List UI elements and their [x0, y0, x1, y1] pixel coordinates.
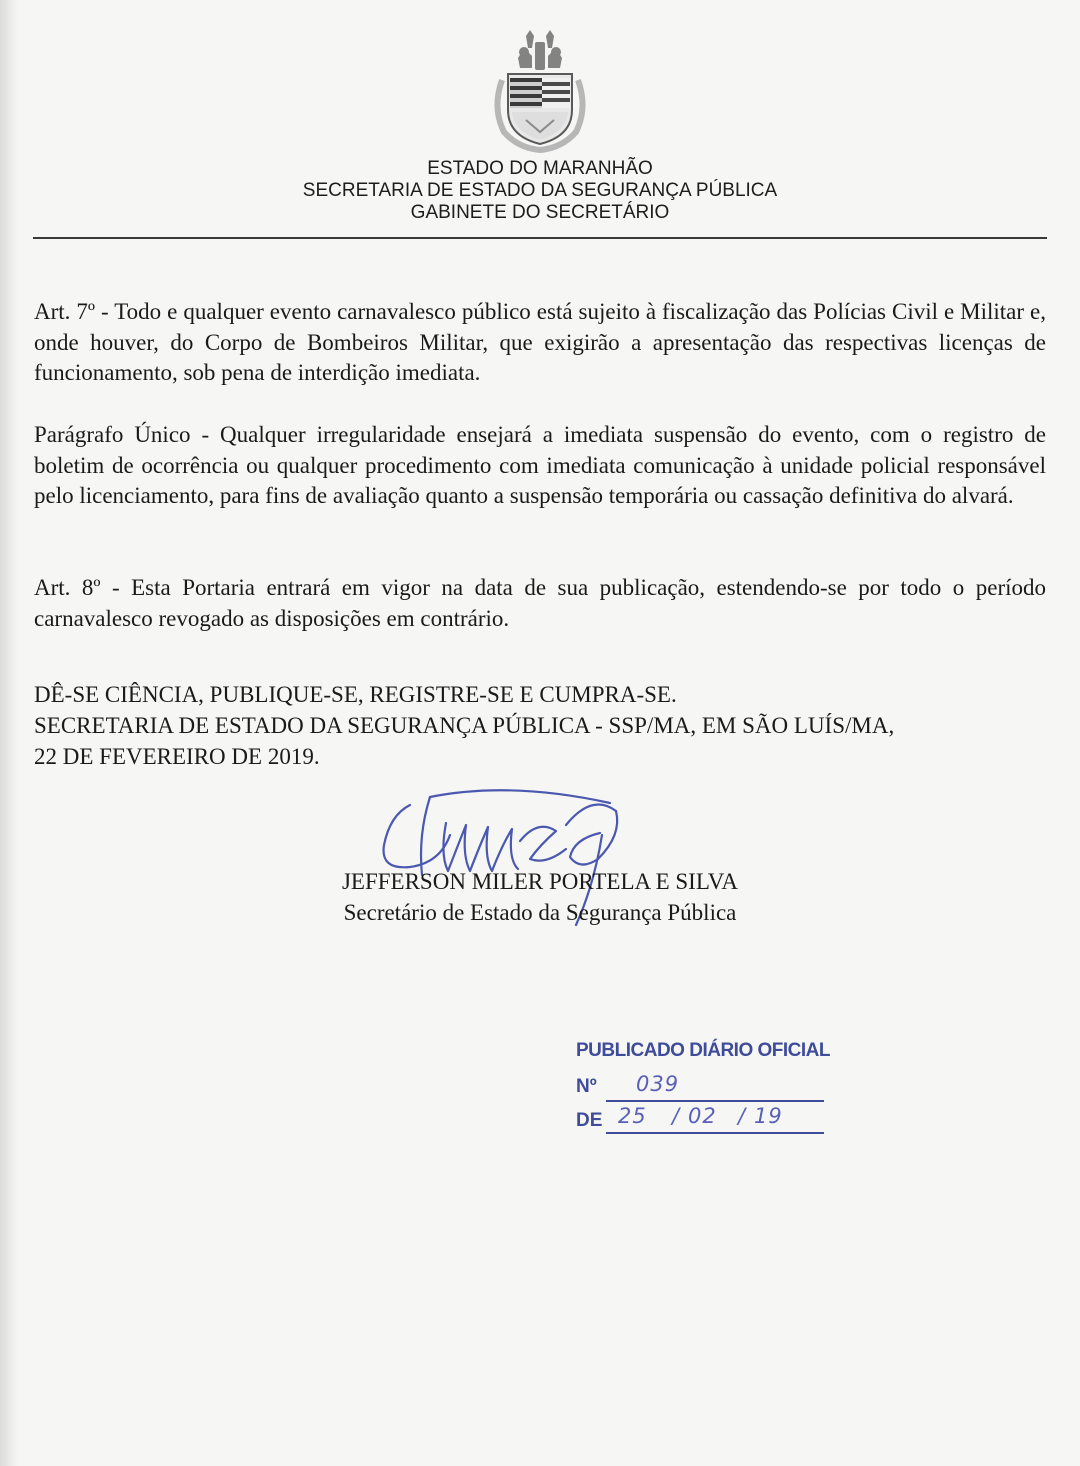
stamp-date-month: 02 — [688, 1104, 717, 1128]
article-8: Art. 8º - Esta Portaria entrará em vigor na data de sua publicação, estendendo-se por todo o período carnavalesco revogado as disposições em contrário. — [34, 575, 1046, 631]
article-7: Art. 7º - Todo e qualquer evento carnavalesco público está sujeito à fiscalização das Polícias Civil e Militar e, onde houver, do Corpo de Bombeiros Militar, que exigirão a apresentação das respectivas licenças de funcionamento, sob pena de interdição imediata. — [34, 299, 1046, 385]
stamp-number-row — [576, 1076, 597, 1098]
closing-line-2: SECRETARIA DE ESTADO DA SEGURANÇA PÚBLICA - SSP/MA, EM SÃO LUÍS/MA, — [34, 713, 895, 738]
stamp-number-line — [606, 1100, 824, 1102]
signer-name: JEFFERSON MILER PORTELA E SILVA — [341, 869, 739, 894]
paragrafo-unico: Parágrafo Único - Qualquer irregularidade ensejará a imediata suspensão do evento, com o registro de boletim de ocorrência ou qualquer procedimento com imediata comunicação à unidade policial responsável pelo licenciamento, para fins de avaliação quanto a suspensão temporária ou cassação definitiva do alvará. — [34, 422, 1046, 508]
header-divider — [33, 237, 1047, 239]
stamp-date-row — [576, 1110, 602, 1132]
stamp-number-label: Nº — [576, 1076, 597, 1097]
stamp-date-label: DE — [576, 1110, 603, 1131]
stamp-date-sep-2: / — [738, 1104, 747, 1128]
letterhead — [0, 158, 1080, 224]
signer-title: Secretário de Estado da Segurança Pública — [343, 900, 737, 925]
stamp-date-line — [606, 1132, 824, 1134]
header-secretariat: SECRETARIA DE ESTADO DA SEGURANÇA PÚBLICA — [302, 180, 778, 201]
closing-line-1: DÊ-SE CIÊNCIA, PUBLIQUE-SE, REGISTRE-SE E CUMPRA-SE. — [34, 682, 677, 707]
stamp-title: PUBLICADO DIÁRIO OFICIAL — [576, 1040, 830, 1061]
stamp-number-value: 039 — [636, 1072, 680, 1096]
signer-block — [300, 866, 780, 928]
stamp-date-sep-1: / — [672, 1104, 681, 1128]
publication-stamp — [576, 1040, 846, 1140]
stamp-date-year: 19 — [754, 1104, 783, 1128]
header-cabinet: GABINETE DO SECRETÁRIO — [410, 202, 670, 223]
coat-of-arms-icon — [488, 28, 592, 153]
closing-block — [34, 679, 1046, 772]
closing-line-3: 22 DE FEVEREIRO DE 2019. — [34, 744, 320, 769]
stamp-date-day: 25 — [618, 1104, 647, 1128]
header-state: ESTADO DO MARANHÃO — [427, 158, 653, 179]
